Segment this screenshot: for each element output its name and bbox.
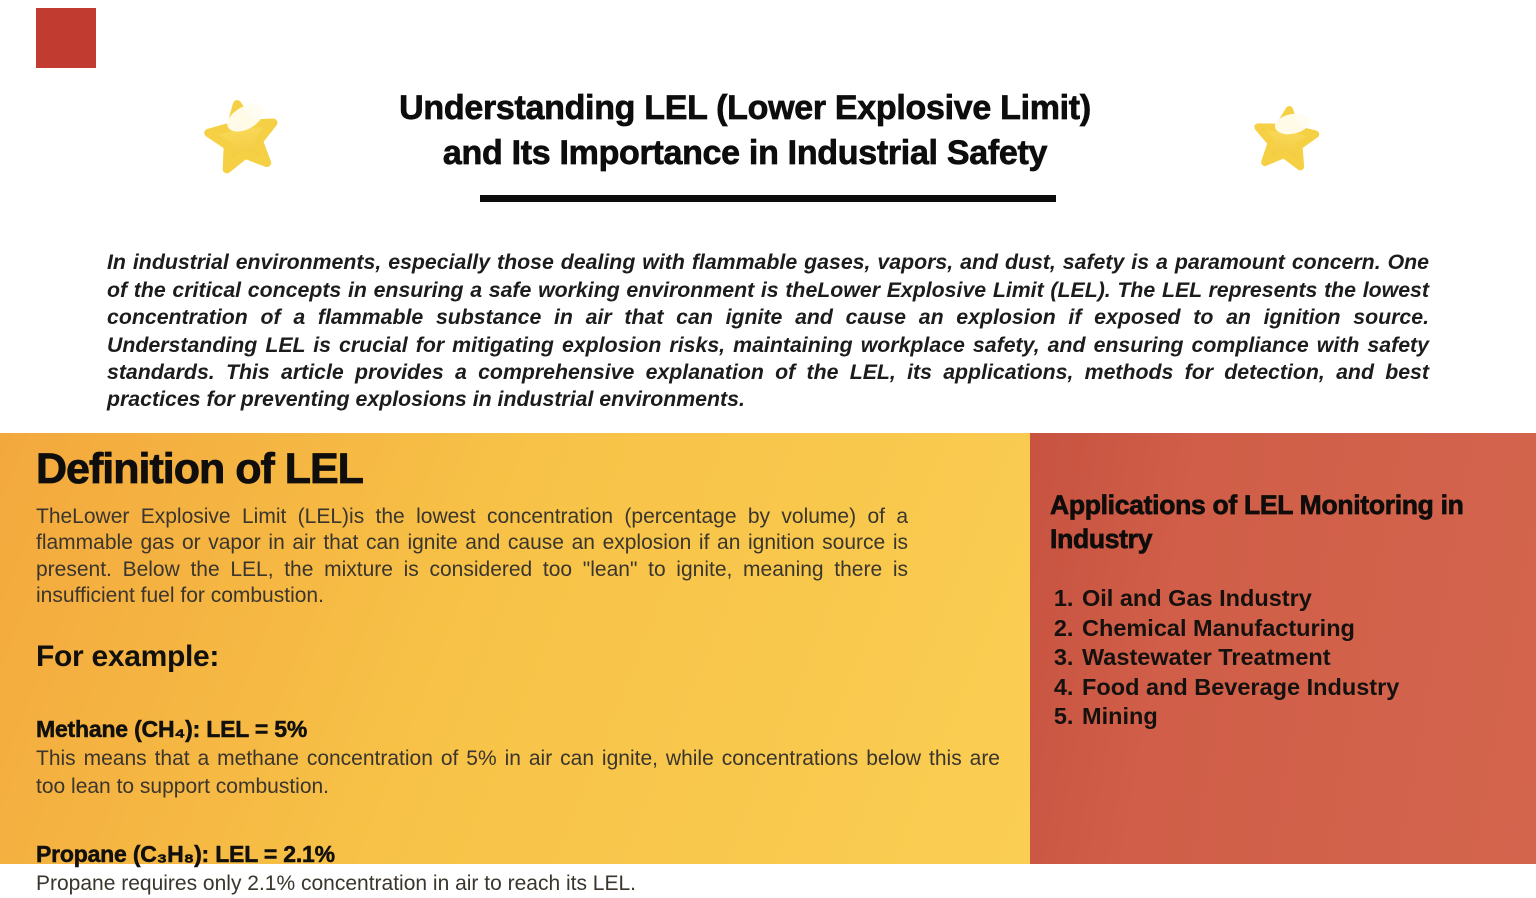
list-item: 3. Wastewater Treatment (1080, 643, 1524, 673)
star-icon (1239, 94, 1334, 180)
applications-panel (1030, 433, 1536, 864)
list-item: 1. Oil and Gas Industry (1080, 584, 1524, 614)
red-corner-decoration (36, 8, 96, 68)
example-methane-body: This means that a methane concentration of 5% in air can ignite, while concentrations below this are too lean to support combustion. (36, 746, 1000, 798)
applications-list (1050, 584, 1524, 732)
for-example-heading: For example: (36, 639, 220, 673)
star-icon (188, 85, 296, 185)
page-title (300, 86, 1190, 176)
example-methane-title: Methane (CH₄): LEL = 5% (36, 715, 308, 742)
list-item: 4. Food and Beverage Industry (1080, 673, 1524, 703)
title-underline (480, 195, 1056, 202)
example-propane-title: Propane (C₃H₈): LEL = 2.1% (36, 840, 335, 867)
example-propane-body: Propane requires only 2.1% concentration in air to reach its LEL. (36, 871, 637, 895)
list-item: 5. Mining (1080, 702, 1524, 732)
content-panels (0, 433, 1536, 895)
example-propane (36, 841, 1030, 898)
definition-panel (0, 433, 1030, 895)
list-item: 2. Chemical Manufacturing (1080, 614, 1524, 644)
intro-paragraph: In industrial environments, especially those dealing with flammable gases, vapors, and dust, safety is a paramount concern. One of the critical concepts in ensuring a safe working environment is theLower Explosive Limit (LEL). The LEL represents the lowest concentration of a flammable substance in air that can ignite and cause an explosion if exposed to an ignition source. Understanding LEL is crucial for mitigating explosion risks, maintaining workplace safety, and ensuring compliance with safety standards. This article provides a comprehensive explanation of the LEL, its applications, methods for detection, and best practices for preventing explosions in industrial environments. (107, 250, 1429, 412)
page-title-line2: and Its Importance in Industrial Safety (442, 134, 1048, 172)
page-title-line1: Understanding LEL (Lower Explosive Limit) (399, 89, 1091, 127)
definition-body: TheLower Explosive Limit (LEL)is the lowest concentration (percentage by volume) of a flammable gas or vapor in air that can ignite and cause an explosion if an ignition source is present. Below the LEL, the mixture is considered too "lean" to ignite, meaning there is insufficient fuel for combustion. (36, 505, 908, 608)
definition-heading: Definition of LEL (36, 445, 363, 493)
applications-heading: Applications of LEL Monitoring in Industry (1050, 490, 1464, 554)
example-methane (36, 716, 1030, 801)
